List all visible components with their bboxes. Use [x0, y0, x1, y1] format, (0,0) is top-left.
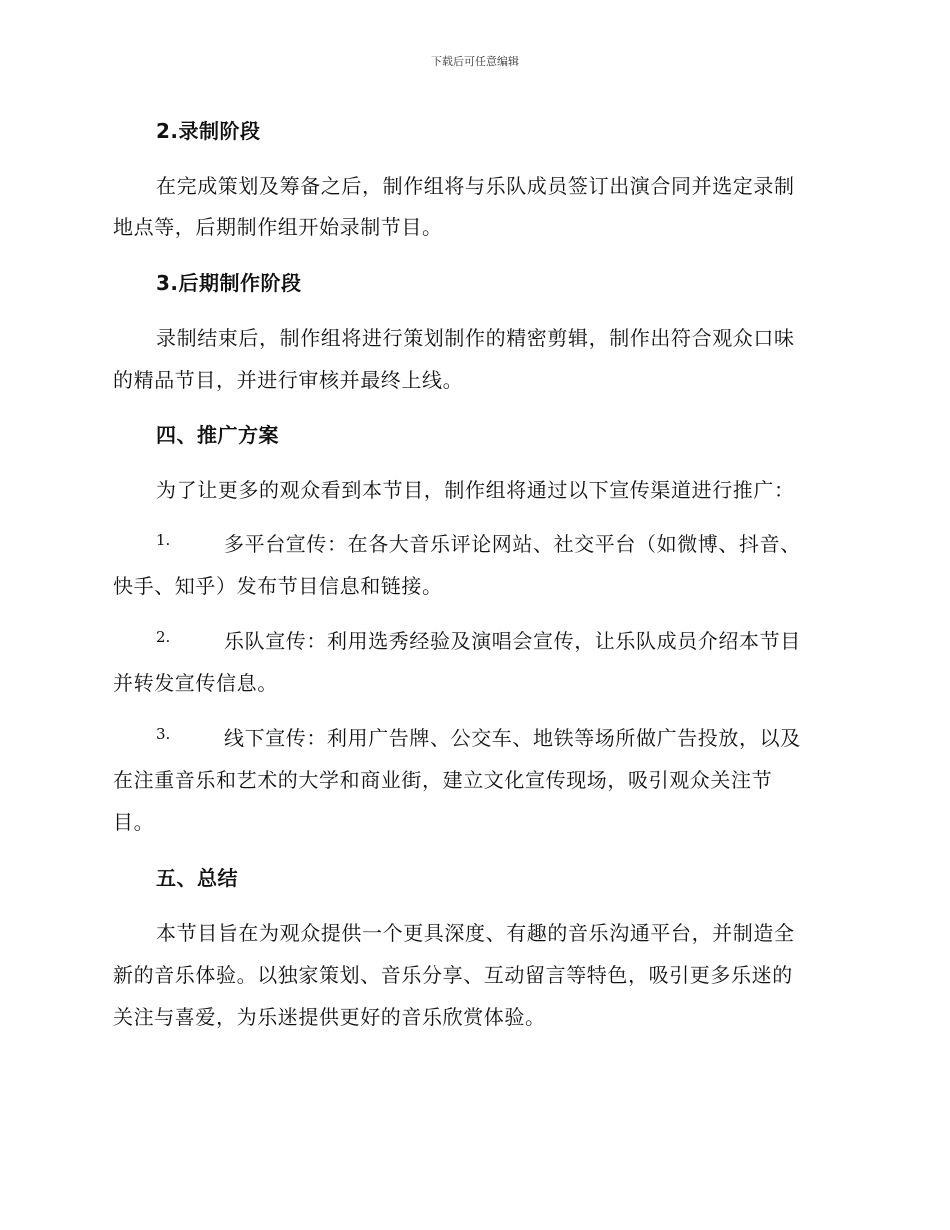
list-item-line: 目。	[113, 810, 155, 834]
section-heading-recording: 2.录制阶段	[156, 119, 261, 143]
list-item-line: 多平台宣传：在各大音乐评论网站、社交平台（如微博、抖音、	[224, 532, 801, 556]
list-number: 1.	[156, 531, 171, 549]
paragraph-line: 录制结束后，制作组将进行策划制作的精密剪辑，制作出符合观众口味	[156, 326, 795, 350]
paragraph-line: 新的音乐体验。以独家策划、音乐分享、互动留言等特色，吸引更多乐迷的	[113, 963, 793, 987]
list-number: 3.	[156, 725, 171, 743]
paragraph-line: 的精品节目，并进行审核并最终上线。	[113, 368, 464, 392]
list-item-line: 在注重音乐和艺术的大学和商业街，建立文化宣传现场，吸引观众关注节	[113, 768, 773, 792]
paragraph-line: 为了让更多的观众看到本节目，制作组将通过以下宣传渠道进行推广：	[156, 478, 795, 502]
list-item-line: 乐队宣传：利用选秀经验及演唱会宣传，让乐队成员介绍本节目	[224, 629, 801, 653]
list-item-line: 并转发宣传信息。	[113, 671, 278, 695]
list-number: 2.	[156, 628, 171, 646]
list-item-line: 线下宣传：利用广告牌、公交车、地铁等场所做广告投放，以及	[224, 726, 801, 750]
section-heading-summary: 五、总结	[156, 866, 238, 890]
paragraph-line: 关注与喜爱，为乐迷提供更好的音乐欣赏体验。	[113, 1005, 546, 1029]
page-header: 下载后可任意编辑	[431, 55, 519, 68]
paragraph-line: 地点等，后期制作组开始录制节目。	[113, 215, 443, 239]
section-heading-post-production: 3.后期制作阶段	[156, 271, 302, 295]
paragraph-line: 在完成策划及筹备之后，制作组将与乐队成员签订出演合同并选定录制	[156, 174, 795, 198]
paragraph-line: 本节目旨在为观众提供一个更具深度、有趣的音乐沟通平台，并制造全	[156, 921, 795, 945]
section-heading-promotion: 四、推广方案	[156, 423, 279, 447]
list-item-line: 快手、知乎）发布节目信息和链接。	[113, 574, 443, 598]
